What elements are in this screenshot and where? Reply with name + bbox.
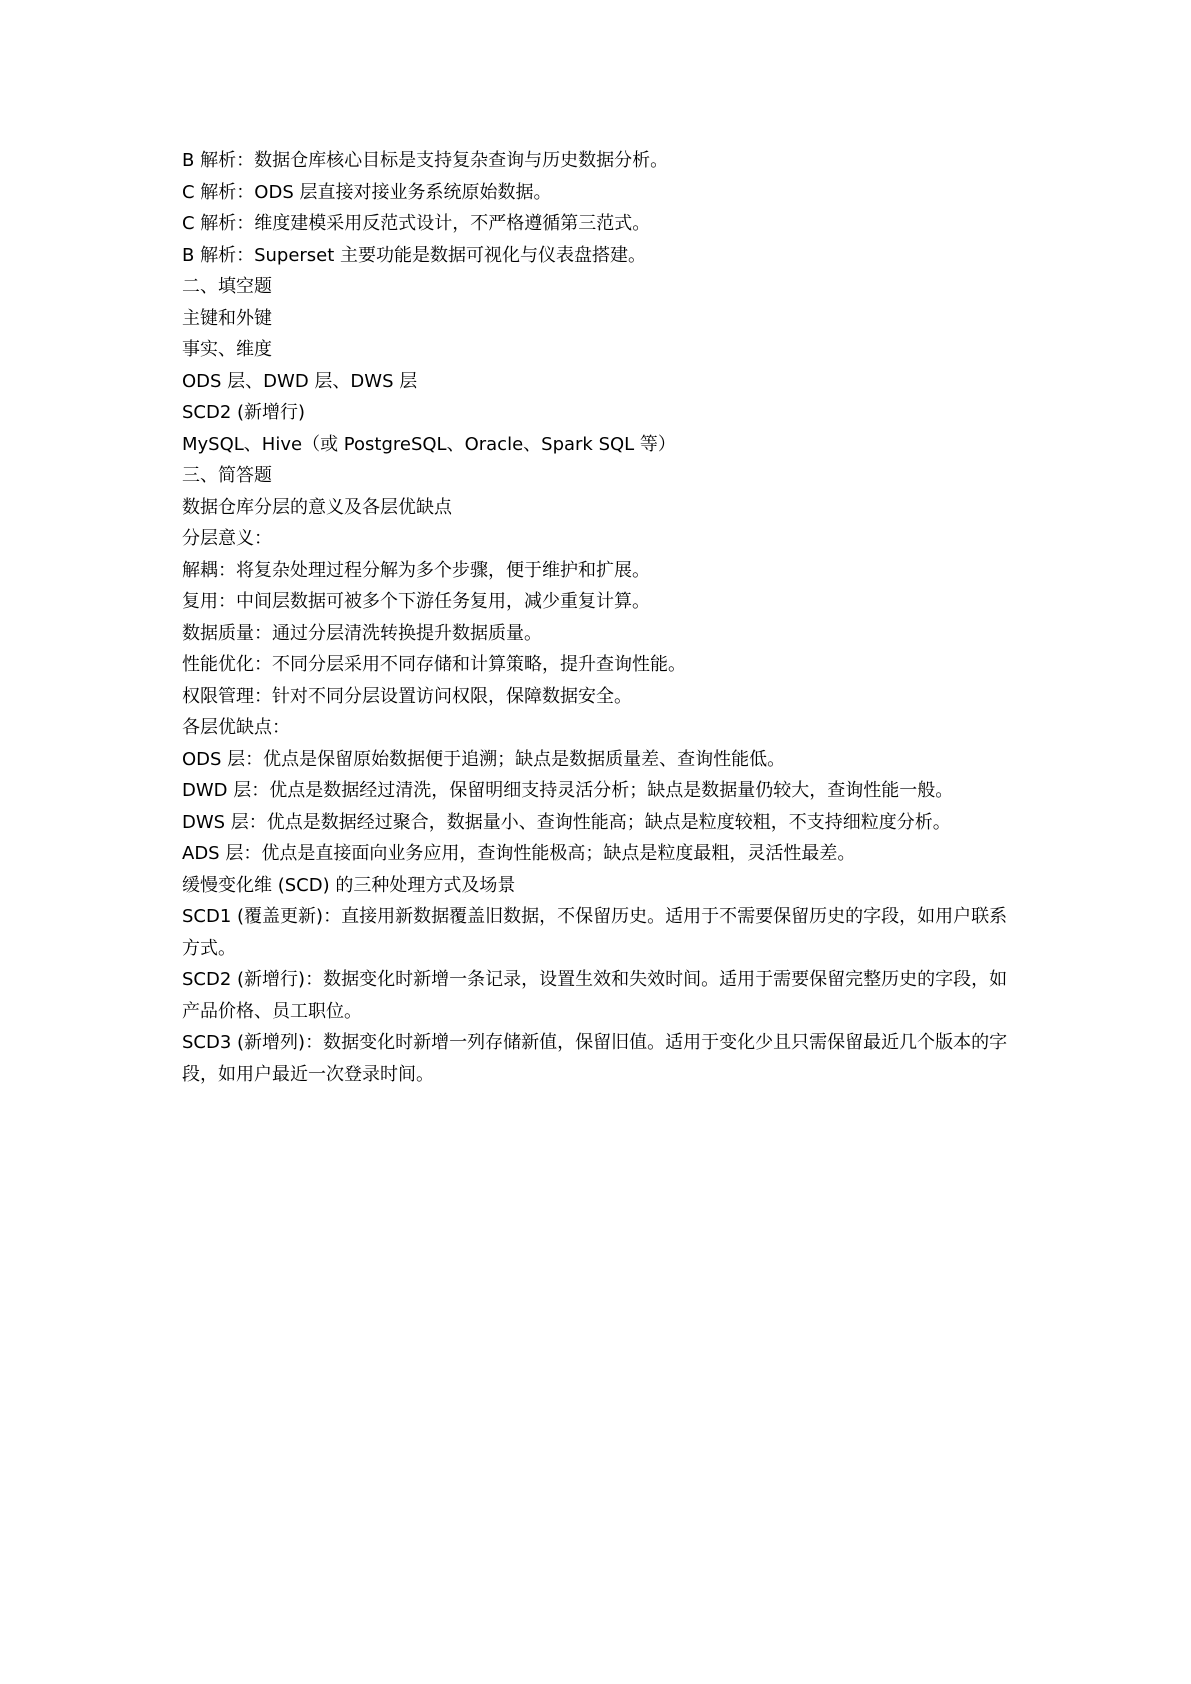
answer-explanation-4: B 解析：Superset 主要功能是数据可视化与仪表盘搭建。 (182, 244, 647, 266)
scd3: SCD3 (新增列)：数据变化时新增一列存储新值，保留旧值。适用于变化少且只需保留最近几个版本的字段，如用户最近一次登录时间。 (182, 1032, 1008, 1085)
question-title-scd: 缓慢变化维 (SCD) 的三种处理方式及场景 (182, 874, 516, 896)
layering-point-permissions: 权限管理：针对不同分层设置访问权限，保障数据安全。 (182, 685, 632, 707)
answer-explanation-2: C 解析：ODS 层直接对接业务系统原始数据。 (182, 181, 552, 203)
layering-point-performance: 性能优化：不同分层采用不同存储和计算策略，提升查询性能。 (182, 654, 686, 675)
subheading-layer-pros-cons: 各层优缺点： (182, 717, 290, 738)
layer-dws: DWS 层：优点是数据经过聚合，数据量小、查询性能高；缺点是粒度较粗，不支持细粒度分析。 (182, 811, 951, 833)
fill-answer-3: ODS 层、DWD 层、DWS 层 (182, 370, 418, 392)
layering-point-decoupling: 解耦：将复杂处理过程分解为多个步骤，便于维护和扩展。 (182, 559, 650, 581)
layer-ods: ODS 层：优点是保留原始数据便于追溯；缺点是数据质量差、查询性能低。 (182, 748, 786, 770)
answer-explanation-1: B 解析：数据仓库核心目标是支持复杂查询与历史数据分析。 (182, 150, 669, 171)
layering-point-quality: 数据质量：通过分层清洗转换提升数据质量。 (182, 622, 542, 644)
layer-dwd: DWD 层：优点是数据经过清洗，保留明细支持灵活分析；缺点是数据量仍较大，查询性能一般。 (182, 780, 954, 801)
subheading-layering-meaning: 分层意义： (182, 528, 272, 549)
section-heading-fill-in-blank: 二、填空题 (182, 276, 272, 297)
fill-answer-2: 事实、维度 (182, 339, 272, 360)
answer-explanation-3: C 解析：维度建模采用反范式设计，不严格遵循第三范式。 (182, 213, 651, 234)
scd2: SCD2 (新增行)：数据变化时新增一条记录，设置生效和失效时间。适用于需要保留完整历史的字段，如产品价格、员工职位。 (182, 969, 1008, 1022)
layer-ads: ADS 层：优点是直接面向业务应用，查询性能极高；缺点是粒度最粗，灵活性最差。 (182, 843, 856, 864)
scd1: SCD1 (覆盖更新)：直接用新数据覆盖旧数据，不保留历史。适用于不需要保留历史的字段，如用户联系方式。 (182, 906, 1008, 959)
section-heading-short-answer: 三、简答题 (182, 465, 272, 486)
fill-answer-4: SCD2 (新增行) (182, 402, 306, 423)
fill-answer-1: 主键和外键 (182, 307, 272, 329)
layering-point-reuse: 复用：中间层数据可被多个下游任务复用，减少重复计算。 (182, 591, 650, 612)
document-body (182, 145, 1022, 1090)
question-title-layering: 数据仓库分层的意义及各层优缺点 (182, 496, 452, 518)
fill-answer-5: MySQL、Hive（或 PostgreSQL、Oracle、Spark SQL 等） (182, 433, 676, 455)
